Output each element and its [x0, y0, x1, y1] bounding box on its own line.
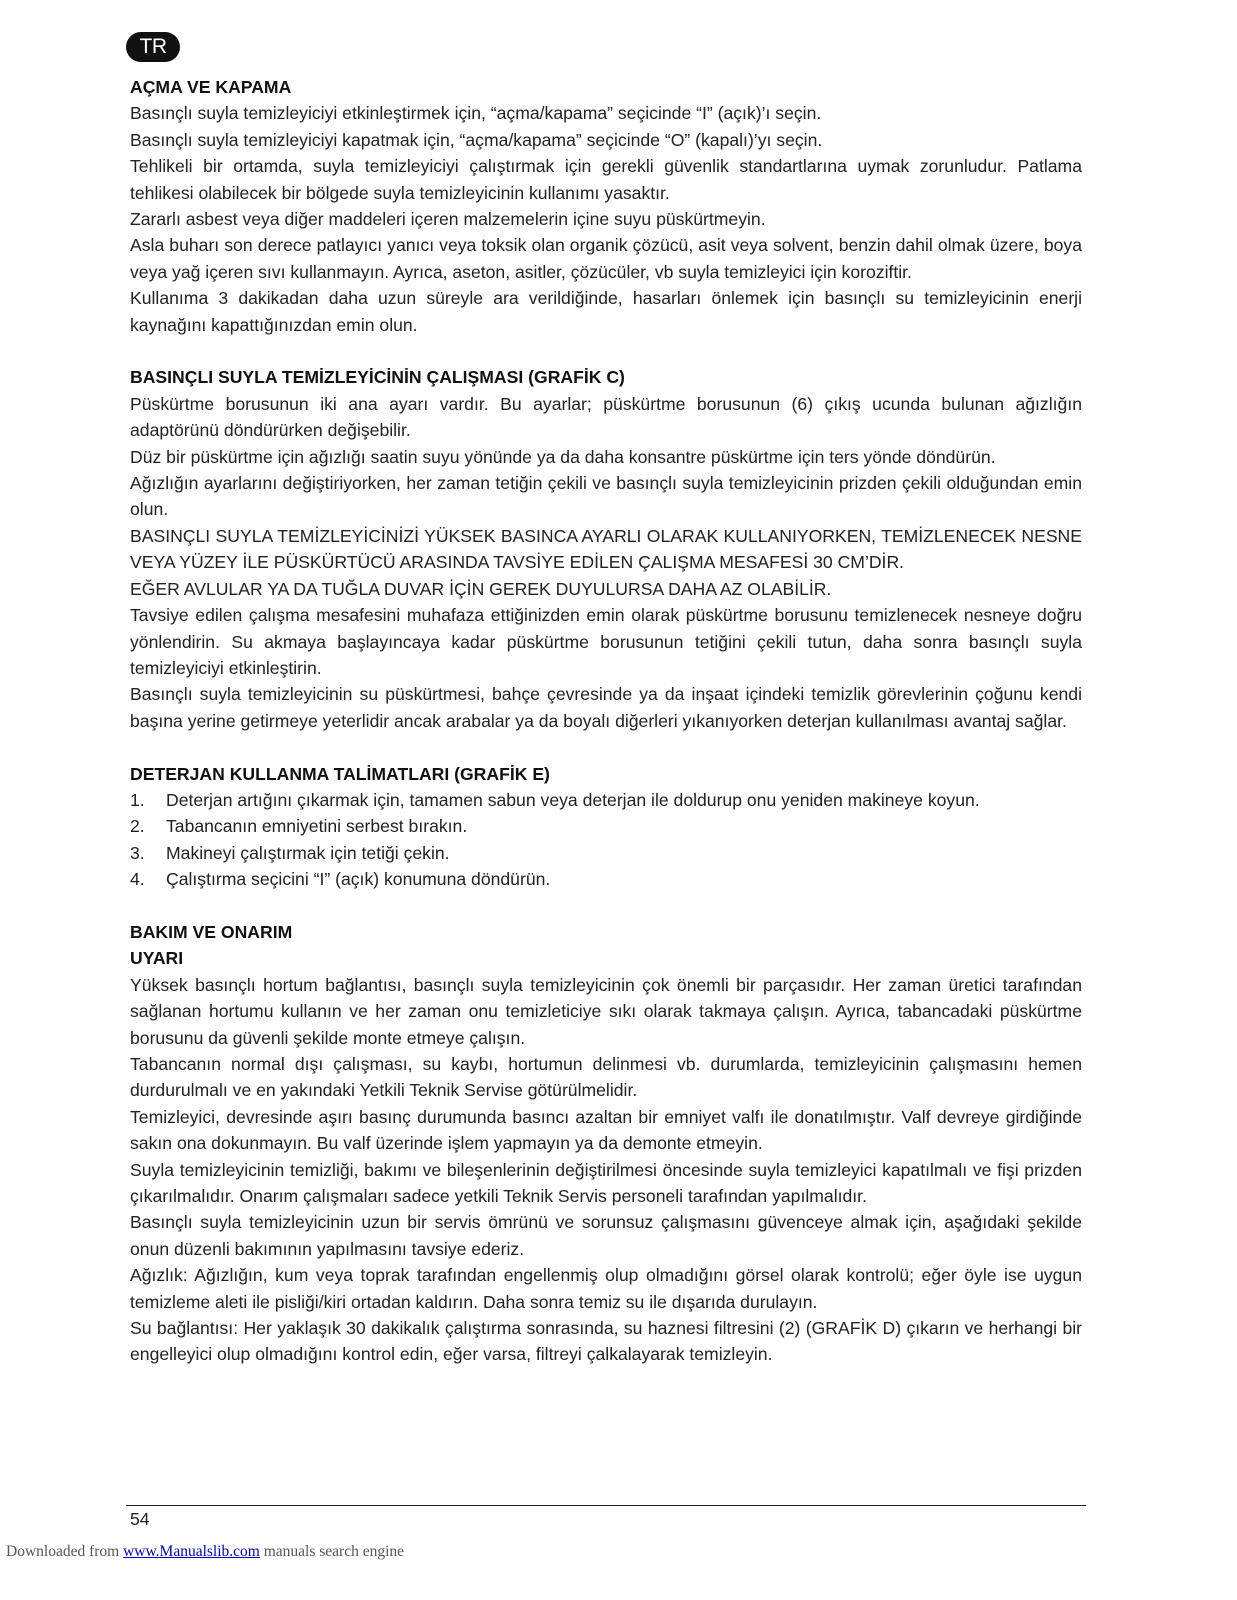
page-content — [130, 74, 1082, 1394]
paragraph: Düz bir püskürtme için ağızlığı saatin suyu yönünde ya da daha konsantre püskürtme için ters yönde döndürün. — [130, 446, 996, 467]
download-suffix: manuals search engine — [259, 1543, 405, 1560]
paragraph: Su bağlantısı: Her yaklaşık 30 dakikalık çalıştırma sonrasında, su haznesi filtresini (2) (GRAFİK D) çıkarın ve herhangi bir engelleyici olup olmadığını kontrol edin, eğer varsa, filtreyi çalkalayarak temizleyin. — [130, 1318, 1082, 1365]
paragraph: Püskürtme borusunun iki ana ayarı vardır. Bu ayarlar; püskürtme borusunun (6) çıkış ucunda bulunan ağızlığın adaptörünü döndürürken değişebilir. — [130, 393, 1082, 441]
paragraph: Ağızlık: Ağızlığın, kum veya toprak tarafından engellenmiş olup olmadığını görsel olarak kontrolü; eğer öyle ise uygun temizleme aleti ile pisliği/kiri ortadan kaldırın. Daha sonra temiz su ile dışarıda durulayın. — [130, 1265, 1082, 1312]
paragraph: Tehlikeli bir ortamda, suyla temizleyiciyi çalıştırmak için gerekli güvenlik standartlarına uymak zorunludur. Patlama tehlikesi olabilecek bir bölgede suyla temizleyicinin kullanımı yasaktır. — [130, 156, 1082, 203]
paragraph: Basınçlı suyla temizleyiciyi etkinleştirmek için, “açma/kapama” seçicinde “I” (açık)’ı seçin. — [130, 103, 822, 124]
paragraph: Suyla temizleyicinin temizliği, bakımı ve bileşenlerinin değiştirilmesi öncesinde suyla temizleyici kapatılmalı ve fişi prizden çıkarılmalıdır. Onarım çalışmaları sadece yetkili Teknik Servis personeli tarafından yapılmalıdır. — [130, 1159, 1082, 1207]
section-deterjan — [130, 761, 1082, 893]
warning-heading: UYARI — [130, 948, 184, 969]
step-number: 3. — [130, 842, 145, 863]
paragraph: EĞER AVLULAR YA DA TUĞLA DUVAR İÇİN GEREK DUYULURSA DAHA AZ OLABİLİR. — [130, 578, 832, 599]
step-text: Tabancanın emniyetini serbest bırakın. — [166, 816, 468, 837]
list-item — [130, 866, 1082, 892]
list-item — [130, 840, 1082, 866]
download-prefix: Downloaded from — [6, 1543, 124, 1560]
paragraph: Basınçlı suyla temizleyiciyi kapatmak için, “açma/kapama” seçicinde “O” (kapalı)’yı seçin. — [130, 129, 823, 150]
section-heading: AÇMA VE KAPAMA — [130, 77, 292, 97]
step-number: 4. — [130, 869, 145, 890]
step-number: 2. — [130, 816, 145, 837]
section-heading: BAKIM VE ONARIM — [130, 921, 293, 942]
section-heading: DETERJAN KULLANMA TALİMATLARI (GRAFİK E) — [130, 763, 550, 784]
paragraph: Zararlı asbest veya diğer maddeleri içeren malzemelerin içine suyu püskürtmeyin. — [130, 209, 766, 230]
paragraph: Tavsiye edilen çalışma mesafesini muhafaza ettiğinizden emin olarak püskürtme borusunu temizlenecek nesneye doğru yönlendirin. Su akmaya başlayıncaya kadar püskürtme borusunun tetiğini çekili tutun, daha sonra basınçlı suyla temizleyiciyi etkinleştirin. — [130, 605, 1082, 678]
language-badge: TR — [126, 32, 180, 62]
step-text: Makineyi çalıştırmak için tetiği çekin. — [166, 842, 450, 863]
step-text: Deterjan artığını çıkarmak için, tamamen sabun veya deterjan ile doldurup onu yeniden makineye koyun. — [166, 789, 980, 810]
section-acma-kapama — [130, 74, 1082, 338]
paragraph: Tabancanın normal dışı çalışması, su kaybı, hortumun delinmesi vb. durumlarda, temizleyicinin çalışmasını hemen durdurulmalı ve en yakındaki Yetkili Teknik Servise götürülmelidir. — [130, 1053, 1082, 1101]
page-number: 54 — [130, 1509, 150, 1529]
section-calisma — [130, 364, 1082, 734]
step-list — [130, 787, 1082, 893]
paragraph: Basınçlı suyla temizleyicinin uzun bir servis ömrünü ve sorunsuz çalışmasını güvenceye almak için, aşağıdaki şekilde onun düzenli bakımının yapılmasını tavsiye ederiz. — [130, 1212, 1082, 1259]
paragraph: Yüksek basınçlı hortum bağlantısı, basınçlı suyla temizleyicinin çok önemli bir parçasıdır. Her zaman üretici tarafından sağlanan hortumu kullanın ve her zaman onu temizleticiye sıkı olarak takmaya çalışın. Ayrıca, tabancadaki püskürtme borusunu da güvenli şekilde monte etmeye çalışın. — [130, 974, 1082, 1048]
section-heading: BASINÇLI SUYLA TEMİZLEYİCİNİN ÇALIŞMASI (GRAFİK C) — [130, 367, 625, 388]
paragraph: Basınçlı suyla temizleyicinin su püskürtmesi, bahçe çevresinde ya da inşaat içindeki temizlik görevlerinin çoğunu kendi başına yerine getirmeye yeterlidir ancak arabalar ya da boyalı diğerleri yıkanıyorken deterjan kullanılması avantaj sağlar. — [130, 684, 1082, 731]
step-text: Çalıştırma seçicini “I” (açık) konumuna döndürün. — [166, 869, 551, 890]
list-item — [130, 813, 1082, 839]
manualslib-link[interactable]: www.Manualslib.com — [123, 1543, 260, 1560]
paragraph: Temizleyici, devresinde aşırı basınç durumunda basıncı azaltan bir emniyet valfı ile donatılmıştır. Valf devreye girdiğinde sakın ona dokunmayın. Bu valf üzerinde işlem yapmayın ya da demonte etmeyin. — [130, 1106, 1082, 1154]
download-note — [6, 1542, 404, 1562]
list-item — [130, 787, 1082, 813]
section-bakim — [130, 919, 1082, 1368]
paragraph: Ağızlığın ayarlarını değiştiriyorken, her zaman tetiğin çekili ve basınçlı suyla temizleyicinin prizden çekili olduğundan emin olun. — [130, 473, 1082, 520]
paragraph: Asla buharı son derece patlayıcı yanıcı veya toksik olan organik çözücü, asit veya solvent, benzin dahil olmak üzere, boya veya yağ içeren sıvı kullanmayın. Ayrıca, aseton, asitler, çözücüler, vb suyla temizleyici için koroziftir. — [130, 235, 1082, 282]
paragraph: BASINÇLI SUYLA TEMİZLEYİCİNİZİ YÜKSEK BASINCA AYARLI OLARAK KULLANIYORKEN, TEMİZLENECEK NESNE VEYA YÜZEY İLE PÜSKÜRTÜCÜ ARASINDA TAVSİYE EDİLEN ÇALIŞMA MESAFESİ 30 CM’DİR. — [130, 525, 1082, 573]
paragraph: Kullanıma 3 dakikadan daha uzun süreyle ara verildiğinde, hasarları önlemek için basınçlı su temizleyicinin enerji kaynağını kapattığınızdan emin olun. — [130, 288, 1082, 335]
footer-divider — [126, 1505, 1086, 1506]
step-number: 1. — [130, 789, 145, 810]
